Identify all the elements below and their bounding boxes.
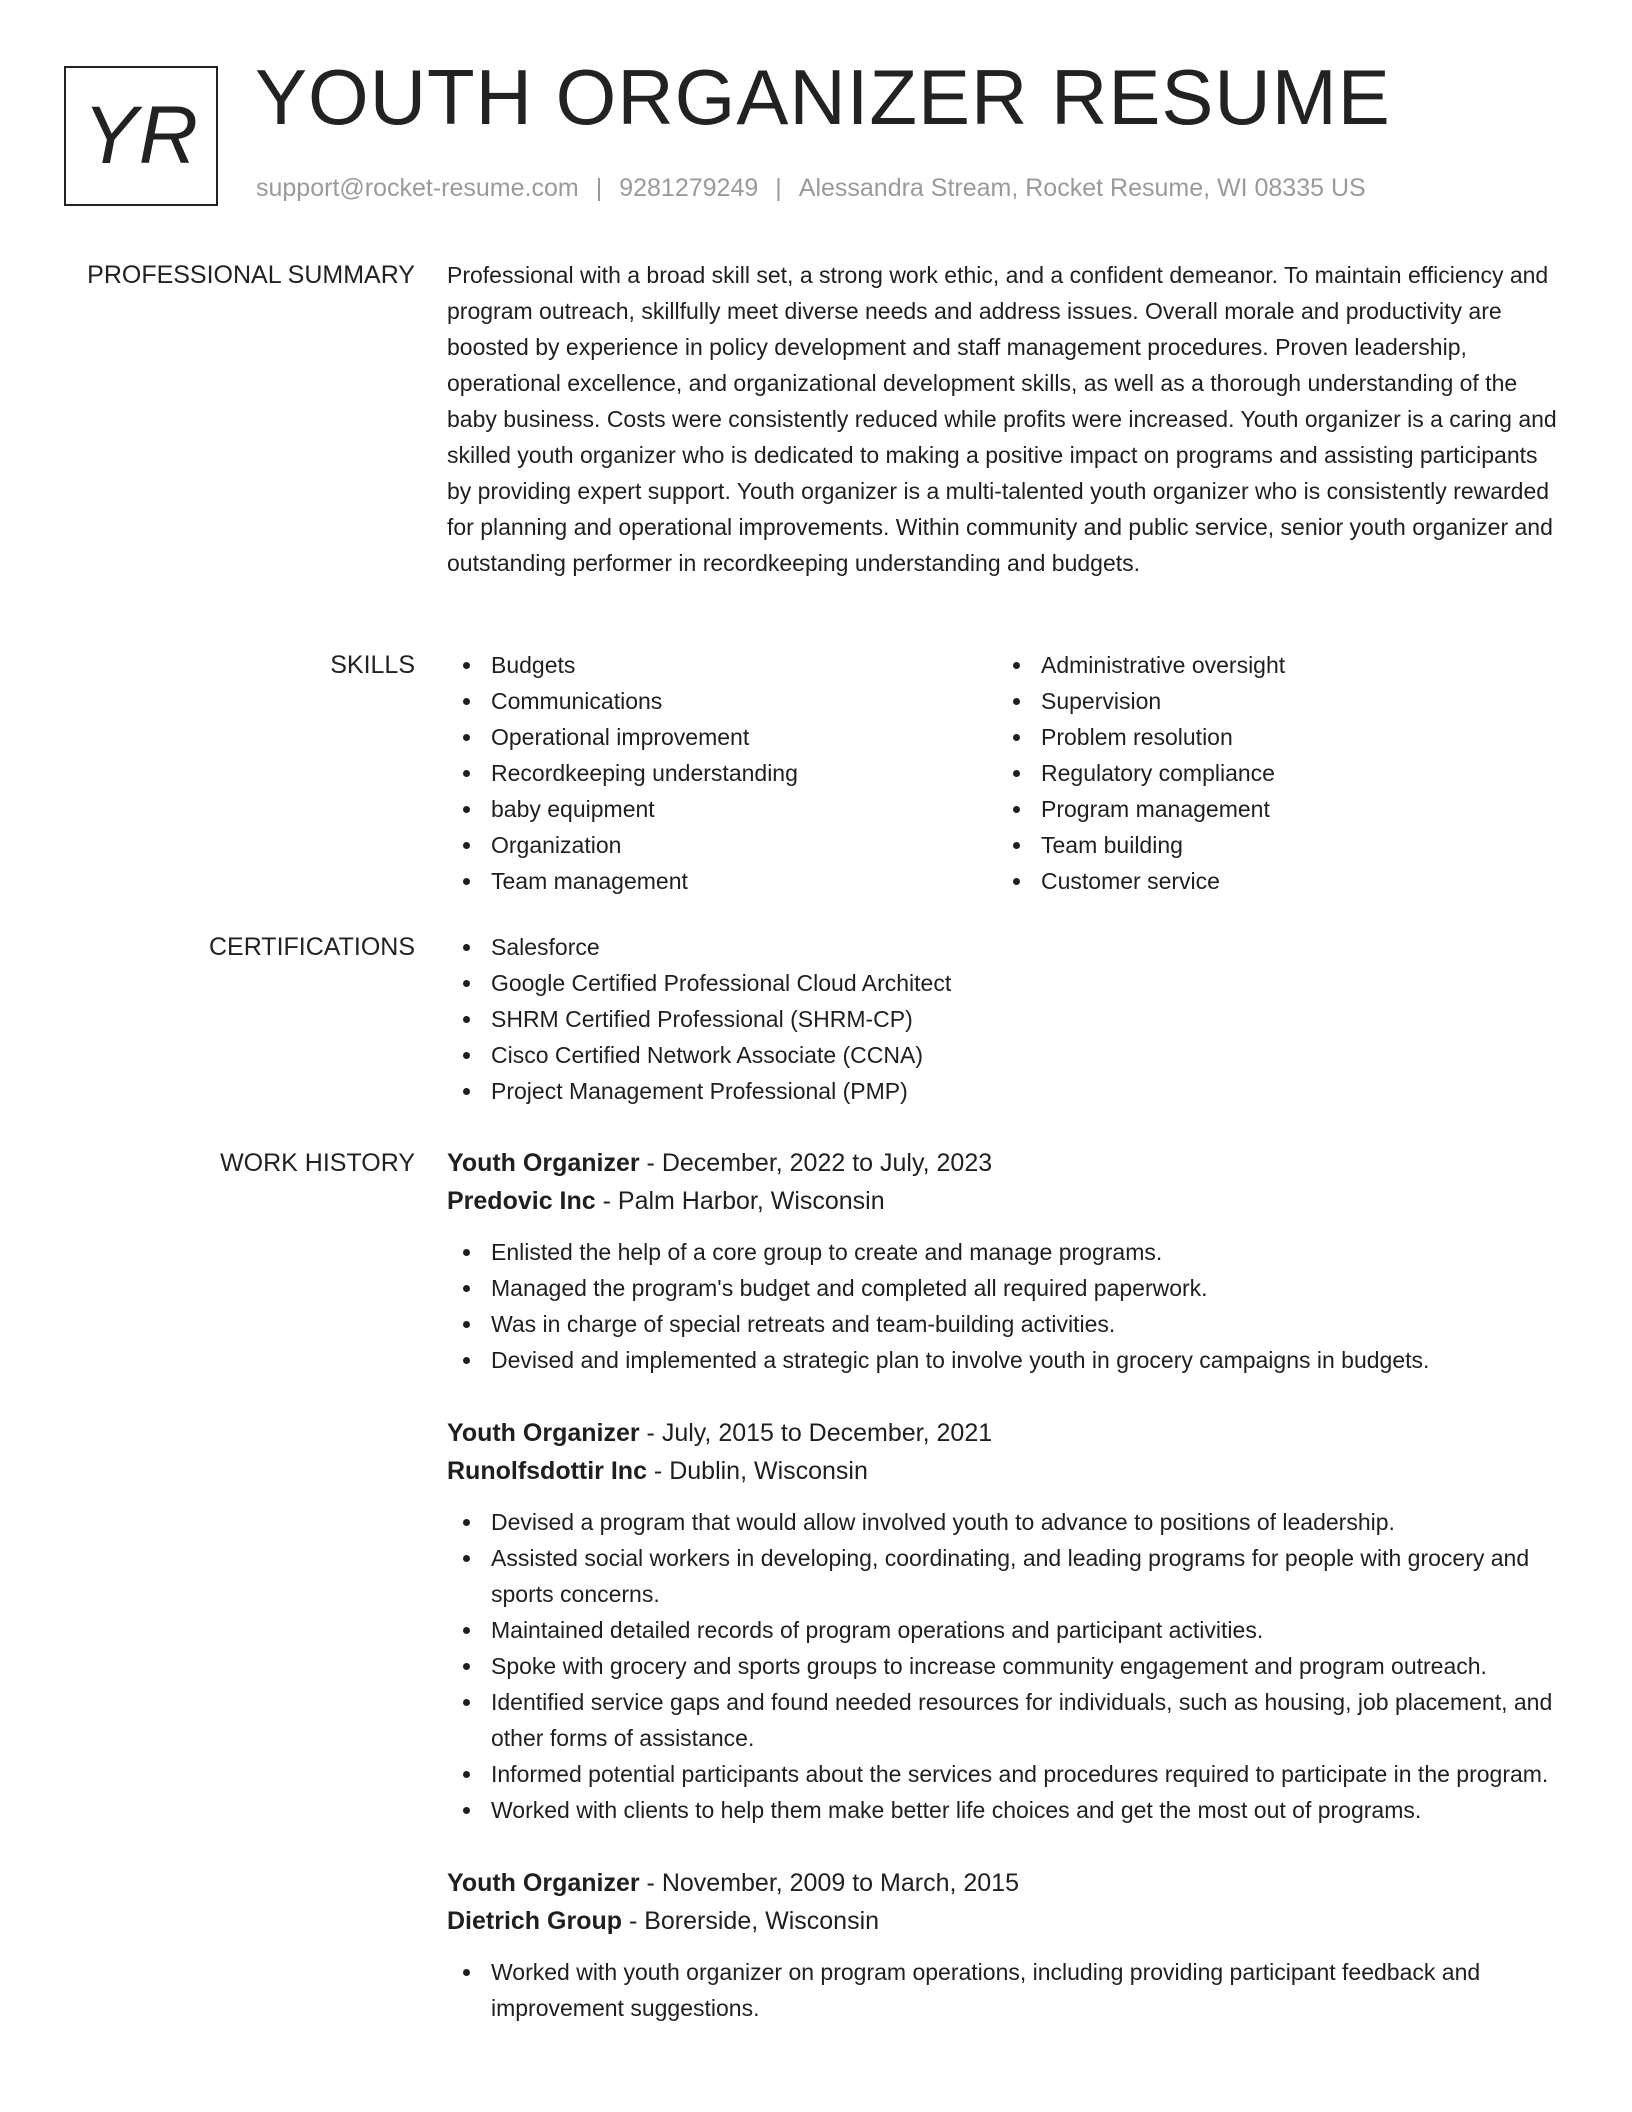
list-item: Program management <box>997 791 1547 827</box>
job-title-line <box>447 1144 1567 1182</box>
job-dates: - November, 2009 to March, 2015 <box>639 1869 1019 1897</box>
job-company-line <box>447 1182 1567 1220</box>
certifications-list <box>447 929 1567 1109</box>
list-item: Assisted social workers in developing, coordinating, and leading programs for people with grocery and sports concerns. <box>447 1540 1567 1612</box>
resume-title: YOUTH ORGANIZER RESUME <box>255 53 1391 141</box>
list-item: Worked with clients to help them make better life choices and get the most out of programs. <box>447 1792 1567 1828</box>
job-title: Youth Organizer <box>447 1869 640 1897</box>
contact-email: support@rocket-resume.com <box>256 174 579 202</box>
work-heading: WORK HISTORY <box>220 1149 415 1177</box>
contact-separator: | <box>775 174 782 202</box>
list-item: Worked with youth organizer on program operations, including providing participant feedback and improvement suggestions. <box>447 1954 1567 2026</box>
monogram-box <box>64 66 218 206</box>
job-duties-list <box>447 1954 1567 2026</box>
job-duties-list <box>447 1234 1567 1378</box>
monogram-initials: YR <box>83 90 199 181</box>
list-item: Budgets <box>447 647 997 683</box>
list-item: Team building <box>997 827 1547 863</box>
job-dates: - July, 2015 to December, 2021 <box>639 1419 993 1447</box>
job-company-line <box>447 1902 1567 1940</box>
list-item: Team management <box>447 863 997 899</box>
list-item: Identified service gaps and found needed resources for individuals, such as housing, job placement, and other forms of assistance. <box>447 1684 1567 1756</box>
skills-list-left <box>447 647 997 899</box>
contact-phone: 9281279249 <box>619 174 759 202</box>
job-title-line <box>447 1414 1567 1452</box>
list-item: Project Management Professional (PMP) <box>447 1073 1567 1109</box>
list-item: Devised a program that would allow involved youth to advance to positions of leadership. <box>447 1504 1567 1540</box>
list-item: Salesforce <box>447 929 1567 965</box>
list-item: Google Certified Professional Cloud Architect <box>447 965 1567 1001</box>
job-entry <box>447 1414 1567 1828</box>
job-location: - Borerside, Wisconsin <box>622 1907 880 1935</box>
list-item: Problem resolution <box>997 719 1547 755</box>
list-item: Regulatory compliance <box>997 755 1547 791</box>
contact-address: Alessandra Stream, Rocket Resume, WI 08335 US <box>798 174 1366 202</box>
summary-text: Professional with a broad skill set, a strong work ethic, and a confident demeanor. To maintain efficiency and program outreach, skillfully meet diverse needs and address issues. Overall morale and productivity are boosted by experience in policy development and staff management procedures. Proven leadership, operational excellence, and organizational development skills, as well as a thorough understanding of the baby business. Costs were consistently reduced while profits were increased. Youth organizer is a caring and skilled youth organizer who is dedicated to making a positive impact on programs and assisting participants by providing expert support. Youth organizer is a multi-talented youth organizer who is consistently rewarded for planning and operational improvements. Within community and public service, senior youth organizer and outstanding performer in recordkeeping understanding and budgets. <box>447 262 1557 576</box>
list-item: Operational improvement <box>447 719 997 755</box>
list-item: SHRM Certified Professional (SHRM-CP) <box>447 1001 1567 1037</box>
list-item: Devised and implemented a strategic plan to involve youth in grocery campaigns in budgets. <box>447 1342 1567 1378</box>
list-item: Cisco Certified Network Associate (CCNA) <box>447 1037 1567 1073</box>
list-item: Recordkeeping understanding <box>447 755 997 791</box>
job-company: Predovic Inc <box>447 1187 596 1215</box>
contact-line <box>256 174 1366 203</box>
list-item: baby equipment <box>447 791 997 827</box>
list-item: Enlisted the help of a core group to create and manage programs. <box>447 1234 1567 1270</box>
list-item: Organization <box>447 827 997 863</box>
list-item: Administrative oversight <box>997 647 1547 683</box>
job-company-line <box>447 1452 1567 1490</box>
skills-heading: SKILLS <box>330 651 415 679</box>
contact-separator: | <box>595 174 603 202</box>
summary-heading: PROFESSIONAL SUMMARY <box>87 261 415 289</box>
list-item: Managed the program's budget and completed all required paperwork. <box>447 1270 1567 1306</box>
list-item: Was in charge of special retreats and team-building activities. <box>447 1306 1567 1342</box>
list-item: Informed potential participants about the services and procedures required to participate in the program. <box>447 1756 1567 1792</box>
work-jobs <box>447 1144 1567 2062</box>
certifications-heading: CERTIFICATIONS <box>208 933 415 961</box>
list-item: Supervision <box>997 683 1547 719</box>
job-location: - Dublin, Wisconsin <box>646 1457 868 1485</box>
job-company: Runolfsdottir Inc <box>447 1457 647 1485</box>
job-company: Dietrich Group <box>447 1907 623 1935</box>
list-item: Communications <box>447 683 997 719</box>
list-item: Maintained detailed records of program operations and participant activities. <box>447 1612 1567 1648</box>
list-item: Spoke with grocery and sports groups to increase community engagement and program outreach. <box>447 1648 1567 1684</box>
job-location: - Palm Harbor, Wisconsin <box>595 1187 885 1215</box>
job-title-line <box>447 1864 1567 1902</box>
job-title: Youth Organizer <box>447 1419 640 1447</box>
list-item: Customer service <box>997 863 1547 899</box>
job-dates: - December, 2022 to July, 2023 <box>639 1149 993 1177</box>
skills-list-right <box>997 647 1547 899</box>
job-title: Youth Organizer <box>447 1149 640 1177</box>
job-duties-list <box>447 1504 1567 1828</box>
job-entry <box>447 1864 1567 2026</box>
job-entry <box>447 1144 1567 1378</box>
